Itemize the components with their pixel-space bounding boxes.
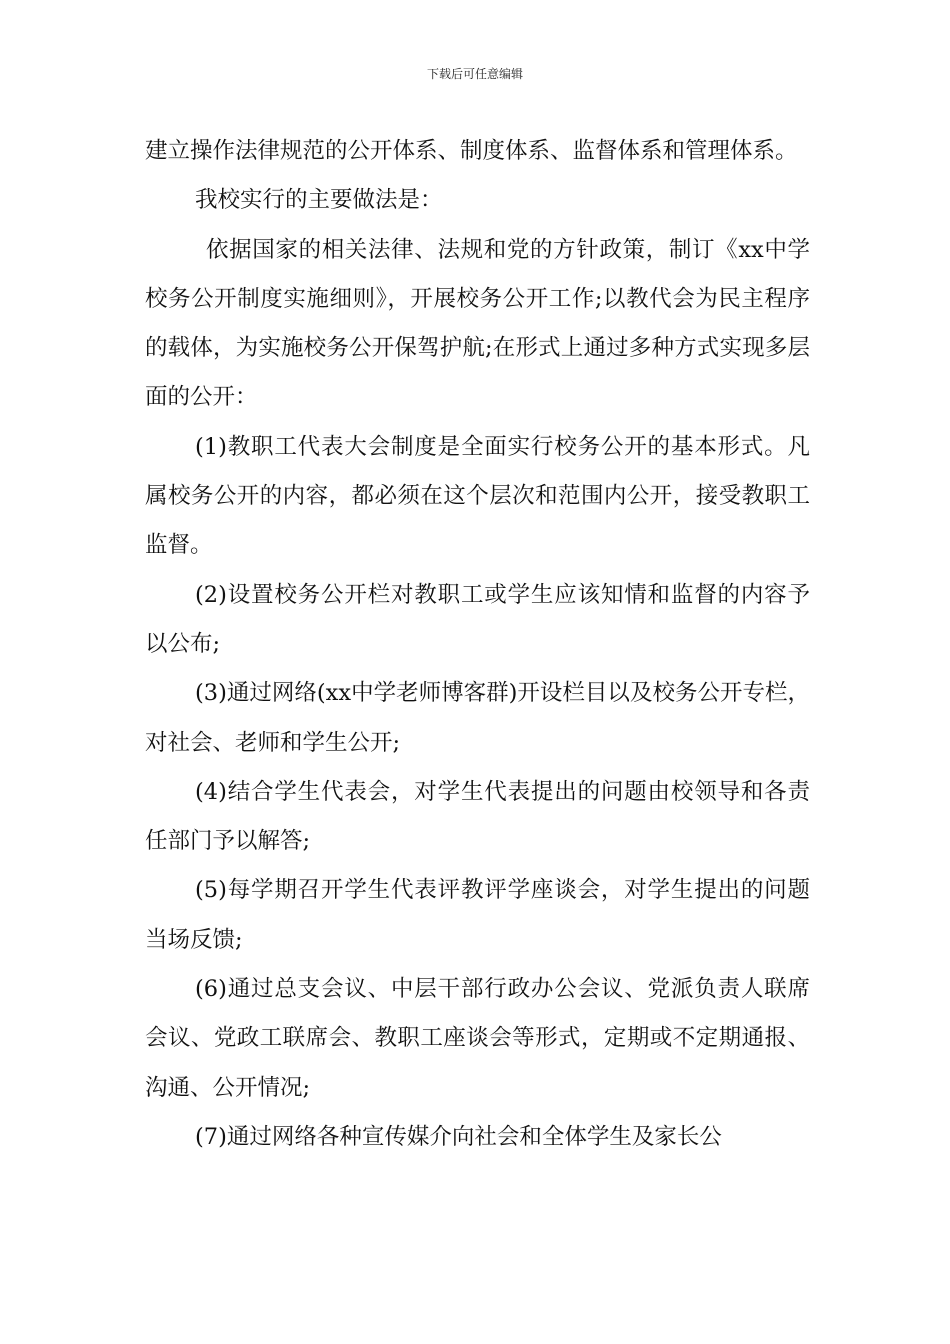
paragraph-2: 我校实行的主要做法是： (195, 187, 443, 214)
page-header: 下载后可任意编辑 (426, 67, 523, 81)
paragraph-1: 建立操作法律规范的公开体系、制度体系、监督体系和管理体系。 (145, 138, 798, 164)
paragraph-5: (2)设置校务公开栏对教职工或学生应该知情和监督的内容予以公布; (145, 581, 810, 657)
paragraph-7: (4)结合学生代表会，对学生代表提出的问题由校领导和各责任部门予以解答; (145, 778, 810, 855)
paragraph-9: (6)通过总支会议、中层干部行政办公会议、党派负责人联席会议、党政工联席会、教职工座谈会等形式，定期或不定期通报、沟通、公开情况; (145, 976, 810, 1101)
paragraph-10: (7)通过网络各种宣传媒介向社会和全体学生及家长公 (195, 1123, 722, 1150)
paragraph-4: (1)教职工代表大会制度是全面实行校务公开的基本形式。凡属校务公开的内容，都必须在这个层次和范围内公开，接受教职工监督。 (145, 433, 810, 559)
paragraph-3: 依据国家的相关法律、法规和党的方针政策，制订《xx中学校务公开制度实施细则》，开展校务公开工作;以教代会为民主程序的载体，为实施校务公开保驾护航;在形式上通过多种方式实现多层面的公开： (145, 236, 810, 411)
document-body (145, 127, 810, 1162)
paragraph-6: (3)通过网络(xx中学老师博客群)开设栏目以及校务公开专栏，对社会、老师和学生公开; (145, 680, 810, 756)
paragraph-8: (5)每学期召开学生代表评教评学座谈会，对学生提出的问题当场反馈; (145, 877, 810, 953)
